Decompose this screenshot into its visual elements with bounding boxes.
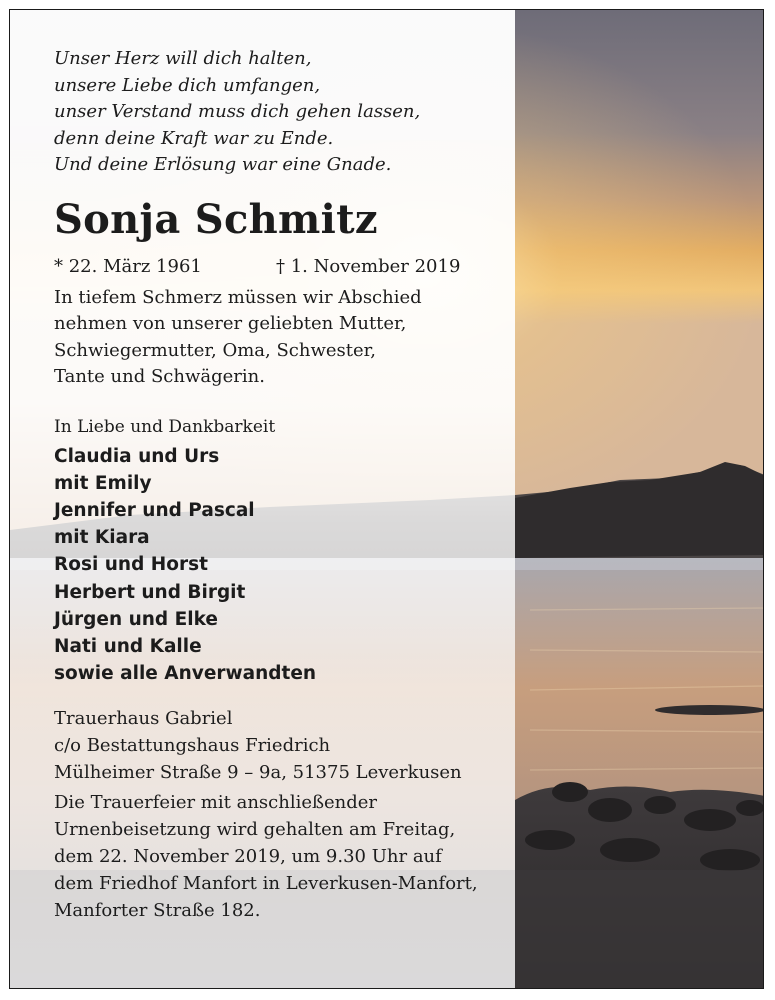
poem bbox=[54, 46, 504, 179]
deceased-name: Sonja Schmitz bbox=[54, 195, 378, 243]
death-date: † 1. November 2019 bbox=[276, 255, 461, 277]
announcement-line: Tante und Schwägerin. bbox=[54, 366, 265, 387]
family-member: Rosi und Horst bbox=[54, 554, 208, 576]
family-member: Herbert und Birgit bbox=[54, 581, 246, 603]
ceremony-info bbox=[54, 789, 504, 924]
poem-line: Unser Herz will dich halten, bbox=[54, 48, 312, 69]
poem-line: unser Verstand muss dich gehen lassen, bbox=[54, 101, 421, 122]
poem-line: Und deine Erlösung war eine Gnade. bbox=[54, 154, 392, 175]
announcement bbox=[54, 285, 504, 391]
life-dates bbox=[54, 255, 504, 279]
family-member: Claudia und Urs bbox=[54, 445, 220, 467]
family-member: mit Emily bbox=[54, 472, 152, 494]
announcement-line: nehmen von unserer geliebten Mutter, bbox=[54, 313, 407, 334]
family-member: mit Kiara bbox=[54, 527, 150, 549]
poem-line: denn deine Kraft war zu Ende. bbox=[54, 127, 334, 149]
ceremony-line: Manforter Straße 182. bbox=[54, 900, 261, 922]
family-member: Jennifer und Pascal bbox=[54, 499, 255, 521]
address-line: Trauerhaus Gabriel bbox=[54, 708, 233, 730]
family-list bbox=[54, 443, 504, 688]
family-member: Nati und Kalle bbox=[54, 635, 202, 657]
ceremony-line: dem Friedhof Manfort in Leverkusen-Manfort, bbox=[54, 873, 478, 895]
address-line: Mülheimer Straße 9 – 9a, 51375 Leverkusen bbox=[54, 762, 462, 784]
family-member: Jürgen und Elke bbox=[54, 608, 218, 630]
obituary-frame bbox=[9, 9, 764, 989]
ceremony-line: dem 22. November 2019, um 9.30 Uhr auf bbox=[54, 846, 442, 868]
announcement-line: In tiefem Schmerz müssen wir Abschied bbox=[54, 286, 422, 308]
address-line: c/o Bestattungshaus Friedrich bbox=[54, 735, 331, 757]
ceremony-line: Die Trauerfeier mit anschließender bbox=[54, 792, 378, 814]
ceremony-line: Urnenbeisetzung wird gehalten am Freitag, bbox=[54, 819, 456, 841]
birth-date: * 22. März 1961 bbox=[54, 255, 202, 277]
poem-line: unsere Liebe dich umfangen, bbox=[54, 74, 321, 96]
thanks-line: In Liebe und Dankbarkeit bbox=[54, 416, 276, 437]
obituary-text bbox=[54, 46, 504, 924]
mourning-address bbox=[54, 705, 504, 786]
family-member: sowie alle Anverwandten bbox=[54, 663, 317, 685]
announcement-line: Schwiegermutter, Oma, Schwester, bbox=[54, 339, 376, 361]
